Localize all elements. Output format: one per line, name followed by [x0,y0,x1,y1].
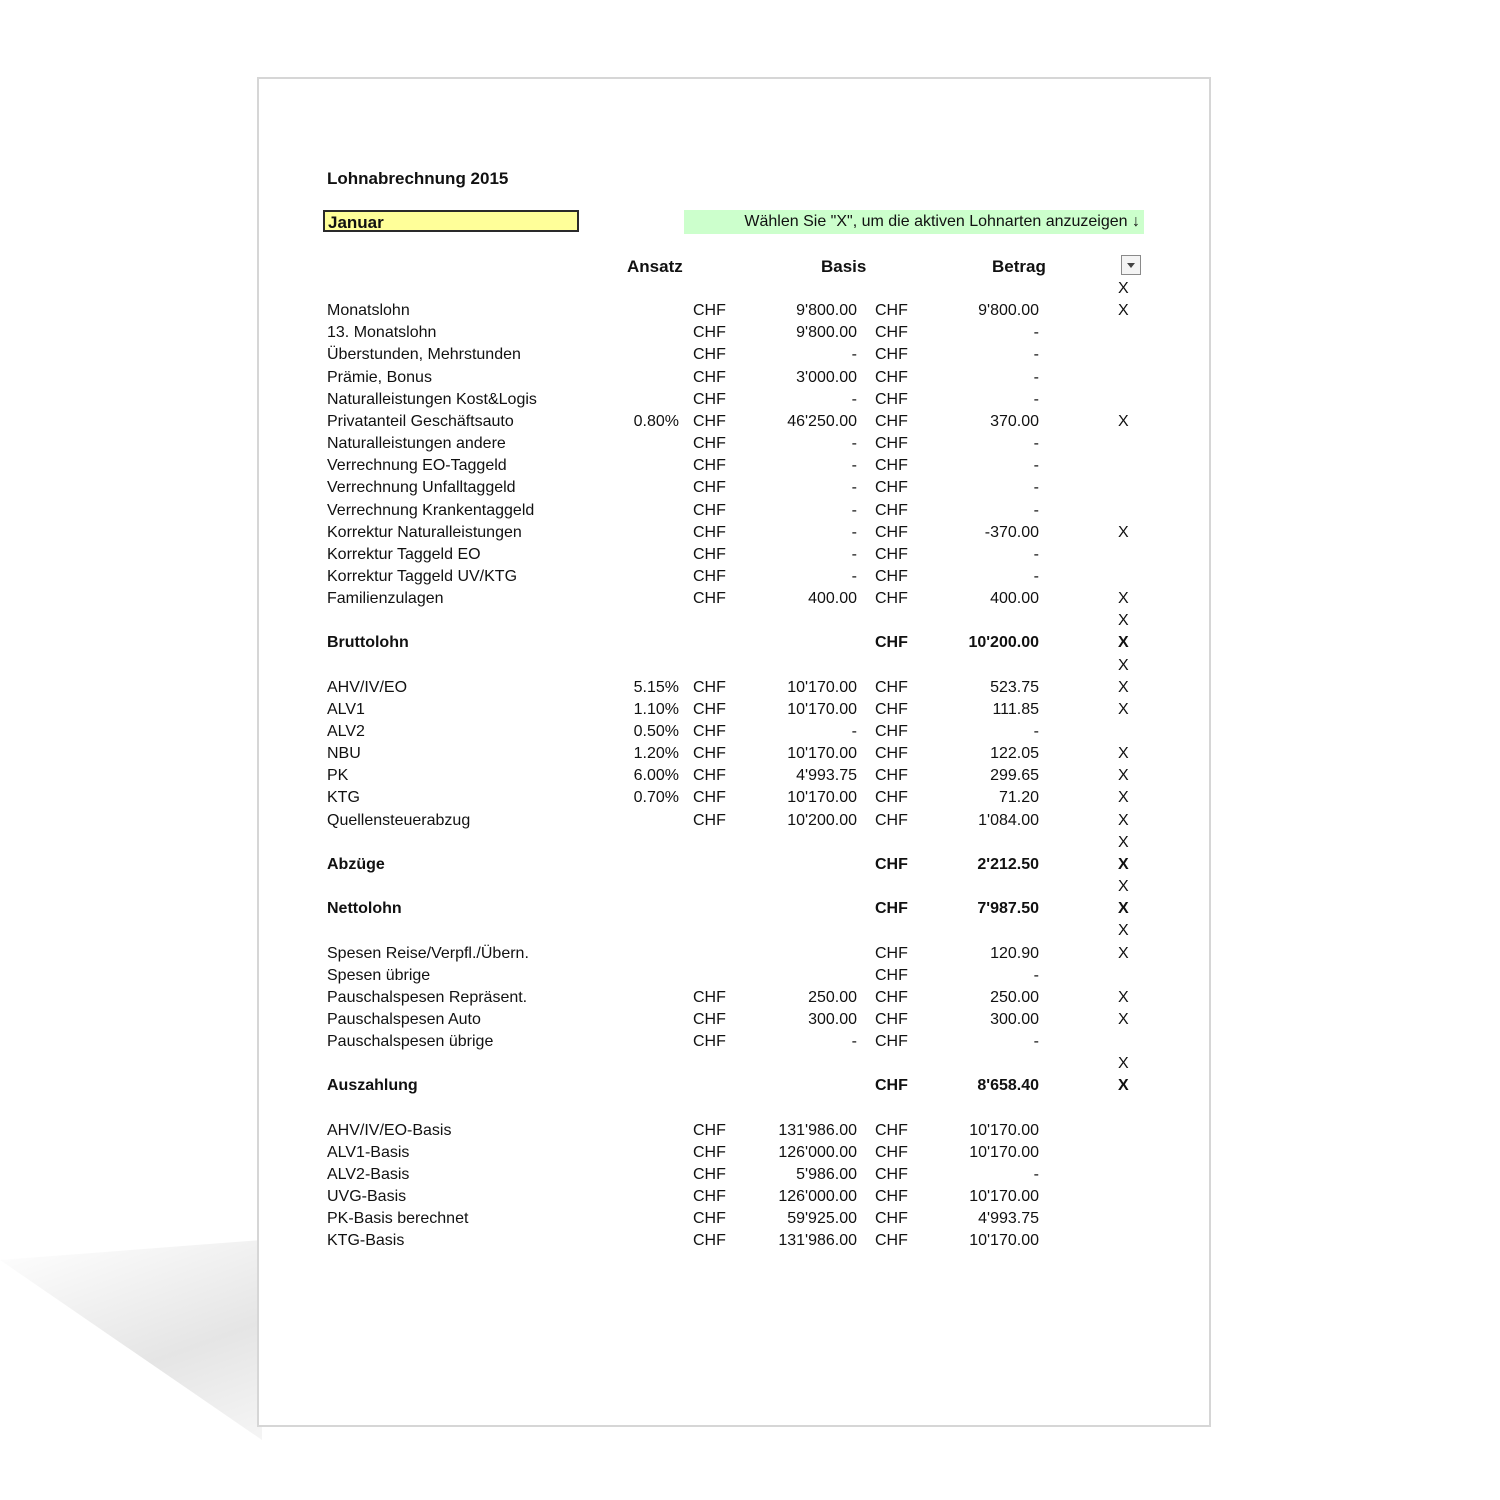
row-basis-currency: CHF [693,590,726,608]
row-amount-currency: CHF [875,745,908,763]
row-basis-currency: CHF [693,1143,726,1161]
table-row [259,1053,1209,1075]
row-label: Naturalleistungen andere [327,435,506,453]
row-label: UVG-Basis [327,1188,407,1206]
row-label: ALV1-Basis [327,1143,410,1161]
row-amount-currency: CHF [875,346,908,364]
table-row [259,544,1209,566]
row-basis-currency: CHF [693,723,726,740]
row-amount-currency: CHF [875,700,908,718]
table-row [259,1164,1209,1186]
row-basis-currency: CHF [693,324,726,342]
row-amount: 2'212.50 [977,855,1039,873]
row-basis-currency: CHF [693,700,726,718]
row-amount-currency: CHF [875,545,908,563]
header-basis: Basis [821,257,867,276]
row-basis-currency: CHF [693,368,726,386]
table-row [259,1230,1209,1252]
table-row [259,433,1209,455]
row-amount: 10'200.00 [968,634,1039,652]
row-amount-currency: CHF [875,900,908,918]
row-active-flag: X [1118,878,1129,896]
table-row [259,322,1209,344]
filter-hint: Wählen Sie "X", um die aktiven Lohnarten anzuzeigen ↓ [684,210,1144,234]
table-row [259,1142,1209,1164]
row-amount-currency: CHF [875,457,908,475]
row-amount-currency: CHF [875,811,908,829]
row-label: AHV/IV/EO-Basis [327,1121,452,1139]
row-active-flag: X [1118,523,1129,541]
row-active-flag: X [1118,988,1129,1006]
row-active-flag: X [1118,900,1129,918]
row-active-flag: X [1118,789,1129,807]
row-basis: 126'000.00 [778,1143,857,1161]
table-row [259,721,1209,743]
row-basis: - [851,346,857,364]
row-amount: 400.00 [990,590,1039,608]
row-rate: 0.50% [633,723,679,740]
row-amount-currency: CHF [875,368,908,386]
row-basis: 400.00 [808,590,857,608]
row-label: KTG [327,789,360,807]
row-basis-currency: CHF [693,545,726,563]
row-amount-currency: CHF [875,1010,908,1028]
document-title: Lohnabrechnung 2015 [327,169,509,188]
row-amount: - [1033,501,1039,519]
table-row [259,898,1209,920]
row-label: 13. Monatslohn [327,324,437,342]
row-rate: 0.70% [633,789,679,807]
row-amount: 10'170.00 [969,1143,1039,1161]
row-basis-currency: CHF [693,1010,726,1028]
row-amount: 7'987.50 [977,900,1039,918]
row-basis: - [851,523,857,541]
row-basis-currency: CHF [693,346,726,364]
row-amount: 122.05 [990,745,1039,763]
header-amount: Betrag [992,257,1046,276]
row-active-flag: X [1118,1055,1129,1073]
table-row [259,854,1209,876]
table-row [259,610,1209,632]
table-row [259,566,1209,588]
row-active-flag: X [1118,656,1129,674]
row-basis: 131'986.00 [778,1121,857,1139]
row-label: Quellensteuerabzug [327,811,471,829]
row-amount-currency: CHF [875,789,908,807]
row-basis-currency: CHF [693,501,726,519]
row-amount: 71.20 [998,789,1039,807]
table-row [259,655,1209,677]
filter-dropdown-button[interactable] [1121,255,1141,275]
row-basis: - [851,723,857,740]
table-row [259,455,1209,477]
table-row [259,1075,1209,1097]
row-active-flag: X [1118,922,1129,940]
row-label: Privatanteil Geschäftsauto [327,412,514,430]
row-amount: - [1033,1166,1039,1183]
row-amount: - [1033,545,1039,563]
table-row [259,1098,1209,1120]
table-row [259,367,1209,389]
row-amount: 120.90 [990,944,1039,962]
table-row [259,344,1209,366]
row-amount: - [1033,966,1039,984]
row-amount: 10'170.00 [969,1232,1039,1250]
row-basis: 10'170.00 [787,789,857,807]
row-amount: 111.85 [992,700,1039,718]
row-label: Verrechnung Unfalltaggeld [327,479,516,497]
row-amount: - [1033,723,1039,740]
table-row [259,743,1209,765]
row-active-flag: X [1118,302,1129,320]
row-amount: 1'084.00 [978,811,1039,829]
row-amount: - [1033,567,1039,585]
chevron-down-icon [1127,263,1135,268]
row-label: Auszahlung [327,1077,418,1095]
row-basis: 3'000.00 [796,368,857,386]
row-amount: -370.00 [984,523,1039,541]
row-basis: 10'170.00 [787,745,857,763]
row-basis: 4'993.75 [796,767,857,785]
row-basis-currency: CHF [693,390,726,408]
row-active-flag: X [1118,944,1129,962]
row-active-flag: X [1118,700,1129,718]
row-label: PK [327,767,349,785]
row-active-flag: X [1118,412,1129,430]
row-amount: 10'170.00 [969,1121,1039,1139]
row-label: Pauschalspesen Auto [327,1010,481,1028]
row-active-flag: X [1118,612,1129,630]
row-amount-currency: CHF [875,390,908,408]
table-row [259,1208,1209,1230]
row-amount-currency: CHF [875,1232,908,1250]
row-amount: 9'800.00 [978,302,1039,320]
row-active-flag: X [1118,855,1129,873]
table-row [259,389,1209,411]
row-basis-currency: CHF [693,1033,726,1051]
table-row [259,699,1209,721]
row-label: Spesen Reise/Verpfl./Übern. [327,944,529,962]
row-amount-currency: CHF [875,767,908,785]
row-active-flag: X [1118,634,1129,652]
row-basis: - [851,435,857,453]
row-basis: 126'000.00 [778,1188,857,1206]
row-amount: 4'993.75 [978,1210,1039,1228]
row-label: Naturalleistungen Kost&Logis [327,390,537,408]
row-rate: 1.10% [633,700,679,718]
row-active-flag: X [1118,1077,1129,1095]
row-active-flag: X [1118,678,1129,696]
table-row [259,965,1209,987]
row-rate: 5.15% [633,678,679,696]
row-label: PK-Basis berechnet [327,1210,469,1228]
row-basis-currency: CHF [693,302,726,320]
row-basis: 10'200.00 [787,811,857,829]
row-basis: 46'250.00 [787,412,857,430]
row-amount-currency: CHF [875,479,908,497]
row-amount: 300.00 [990,1010,1039,1028]
table-row [259,765,1209,787]
row-label: Monatslohn [327,302,410,320]
row-label: Verrechnung Krankentaggeld [327,501,535,519]
row-basis-currency: CHF [693,1210,726,1228]
row-amount-currency: CHF [875,966,908,984]
row-active-flag: X [1118,745,1129,763]
row-amount: 10'170.00 [969,1188,1039,1206]
table-row [259,1031,1209,1053]
row-label: ALV2-Basis [327,1166,410,1183]
table-row [259,1009,1209,1031]
row-basis-currency: CHF [693,767,726,785]
row-amount-currency: CHF [875,1143,908,1161]
row-basis-currency: CHF [693,1188,726,1206]
row-amount: - [1033,390,1039,408]
row-basis-currency: CHF [693,745,726,763]
row-rate: 6.00% [633,767,679,785]
table-row [259,810,1209,832]
row-amount-currency: CHF [875,1188,908,1206]
row-amount: - [1033,346,1039,364]
row-basis: 10'170.00 [787,678,857,696]
row-amount: - [1033,368,1039,386]
row-basis: 250.00 [808,988,857,1006]
row-amount: 250.00 [990,988,1039,1006]
row-active-flag: X [1118,590,1129,608]
table-row [259,477,1209,499]
row-basis-currency: CHF [693,457,726,475]
row-basis: - [851,479,857,497]
month-input[interactable]: Januar [323,210,579,232]
row-basis: 9'800.00 [796,302,857,320]
row-basis-currency: CHF [693,567,726,585]
row-amount-currency: CHF [875,678,908,696]
row-basis-currency: CHF [693,988,726,1006]
row-label: Pauschalspesen übrige [327,1033,494,1051]
row-active-flag: X [1118,1010,1129,1028]
table-row [259,677,1209,699]
row-amount-currency: CHF [875,944,908,962]
row-amount-currency: CHF [875,567,908,585]
row-active-flag: X [1118,811,1129,829]
row-basis: 10'170.00 [787,700,857,718]
row-basis: - [851,501,857,519]
row-amount: 8'658.40 [977,1077,1039,1095]
row-amount: 299.65 [990,767,1039,785]
table-row [259,1120,1209,1142]
row-amount: 370.00 [990,412,1039,430]
row-amount-currency: CHF [875,855,908,873]
row-basis-currency: CHF [693,811,726,829]
row-label: Bruttolohn [327,634,409,652]
table-row [259,943,1209,965]
row-basis: 5'986.00 [796,1166,857,1183]
row-amount-currency: CHF [875,1077,908,1095]
table-row [259,278,1209,300]
row-active-flag: X [1118,767,1129,785]
row-basis: 131'986.00 [778,1232,857,1250]
row-amount-currency: CHF [875,523,908,541]
row-amount: - [1033,479,1039,497]
row-amount-currency: CHF [875,1210,908,1228]
row-basis: 9'800.00 [796,324,857,342]
row-rate: 0.80% [633,412,679,430]
row-amount-currency: CHF [875,1121,908,1139]
row-basis-currency: CHF [693,1166,726,1183]
table-row [259,876,1209,898]
row-basis-currency: CHF [693,479,726,497]
row-amount: - [1033,1033,1039,1051]
row-label: NBU [327,745,361,763]
page-shadow [0,1240,262,1440]
header-rate: Ansatz [627,257,683,276]
row-basis-currency: CHF [693,435,726,453]
row-amount-currency: CHF [875,988,908,1006]
row-label: Prämie, Bonus [327,368,432,386]
row-label: Pauschalspesen Repräsent. [327,988,528,1006]
row-amount-currency: CHF [875,435,908,453]
row-label: Korrektur Taggeld EO [327,545,481,563]
table-row [259,411,1209,433]
row-label: Korrektur Naturalleistungen [327,523,522,541]
table-row [259,987,1209,1009]
row-label: Familienzulagen [327,590,444,608]
document-page [257,77,1211,1427]
row-label: Korrektur Taggeld UV/KTG [327,567,518,585]
table-row [259,1186,1209,1208]
row-basis: - [851,1033,857,1051]
row-rate: 1.20% [633,745,679,763]
row-amount-currency: CHF [875,324,908,342]
row-basis-currency: CHF [693,789,726,807]
row-basis: - [851,567,857,585]
table-row [259,522,1209,544]
row-amount: - [1033,324,1039,342]
table-row [259,920,1209,942]
row-amount-currency: CHF [875,412,908,430]
row-basis: 59'925.00 [787,1210,857,1228]
table-row [259,787,1209,809]
row-basis-currency: CHF [693,523,726,541]
row-label: Abzüge [327,855,385,873]
row-label: AHV/IV/EO [327,678,408,696]
row-basis-currency: CHF [693,1121,726,1139]
row-amount-currency: CHF [875,634,908,652]
row-amount-currency: CHF [875,1166,908,1183]
row-active-flag: X [1118,833,1129,851]
row-basis-currency: CHF [693,1232,726,1250]
row-amount-currency: CHF [875,1033,908,1051]
row-label: Nettolohn [327,900,402,918]
row-label: KTG-Basis [327,1232,405,1250]
row-amount: 523.75 [990,678,1039,696]
table-row [259,588,1209,610]
row-basis: - [851,545,857,563]
row-basis: - [851,390,857,408]
table-row [259,632,1209,654]
table-row [259,300,1209,322]
table-row [259,500,1209,522]
row-amount-currency: CHF [875,590,908,608]
row-amount-currency: CHF [875,723,908,740]
row-basis: - [851,457,857,475]
row-amount: - [1033,435,1039,453]
row-basis: 300.00 [808,1010,857,1028]
table-row [259,832,1209,854]
row-label: ALV2 [327,723,365,740]
row-label: ALV1 [327,700,365,718]
row-label: Verrechnung EO-Taggeld [327,457,507,475]
row-amount-currency: CHF [875,302,908,320]
row-basis-currency: CHF [693,678,726,696]
row-basis-currency: CHF [693,412,726,430]
row-amount-currency: CHF [875,501,908,519]
row-label: Überstunden, Mehrstunden [327,346,521,364]
row-active-flag: X [1118,280,1129,297]
row-label: Spesen übrige [327,966,431,984]
row-amount: - [1033,457,1039,475]
